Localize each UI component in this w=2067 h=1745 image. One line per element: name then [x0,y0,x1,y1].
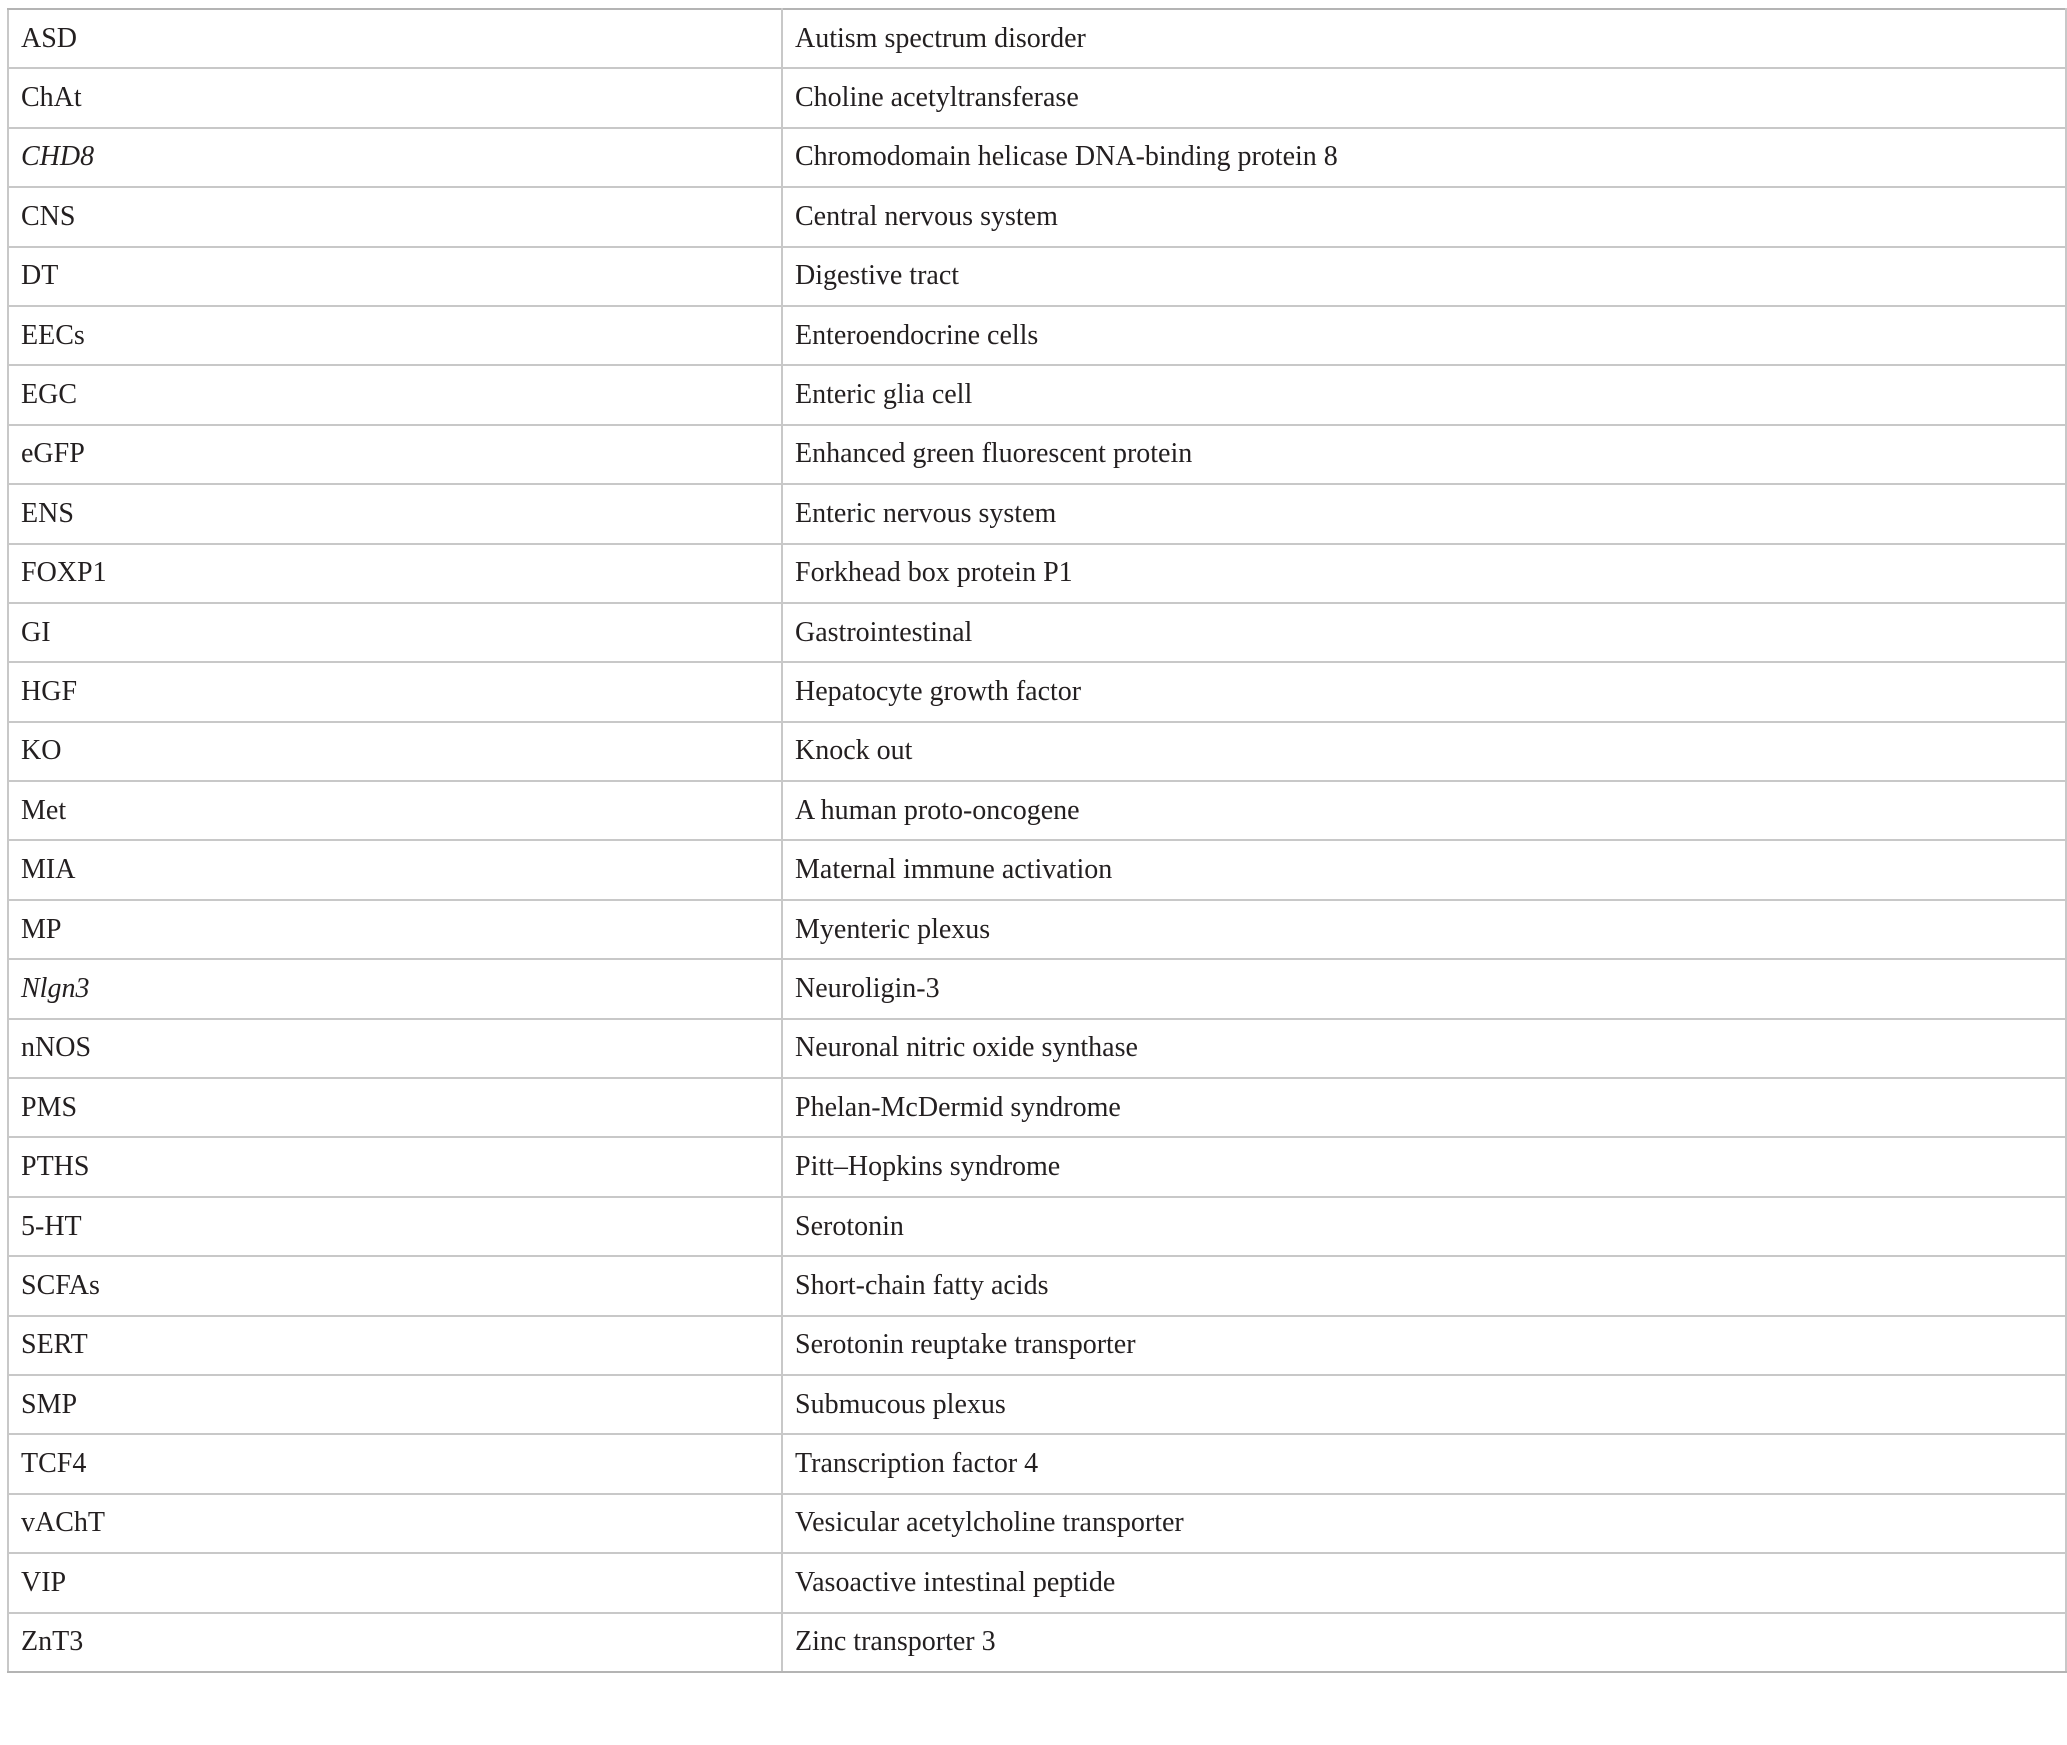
abbreviation-cell: FOXP1 [8,544,782,603]
table-row [8,1434,2066,1493]
table-row [8,603,2066,662]
table-row [8,1197,2066,1256]
abbreviation-cell: SERT [8,1316,782,1375]
definition-cell: Knock out [782,722,2066,781]
abbreviation-cell: SCFAs [8,1256,782,1315]
definition-cell: Autism spectrum disorder [782,9,2066,68]
abbreviation-cell: 5-HT [8,1197,782,1256]
table-row [8,365,2066,424]
table-row [8,900,2066,959]
definition-cell: Submucous plexus [782,1375,2066,1434]
table-row [8,1494,2066,1553]
abbreviations-table [7,8,2067,1673]
table-row [8,1613,2066,1672]
definition-cell: Forkhead box protein P1 [782,544,2066,603]
table-row [8,187,2066,246]
table-row [8,1375,2066,1434]
table-row [8,484,2066,543]
table-row [8,840,2066,899]
definition-cell: Neuroligin-3 [782,959,2066,1018]
table-row [8,722,2066,781]
table-row [8,425,2066,484]
table-row [8,128,2066,187]
table-row [8,247,2066,306]
table-row [8,662,2066,721]
definition-cell: Choline acetyltransferase [782,68,2066,127]
abbreviation-cell: EGC [8,365,782,424]
table-row [8,544,2066,603]
definition-cell: Serotonin reuptake transporter [782,1316,2066,1375]
table-row [8,68,2066,127]
abbreviation-cell: ASD [8,9,782,68]
abbreviation-cell: CHD8 [8,128,782,187]
definition-cell: Myenteric plexus [782,900,2066,959]
abbreviation-cell: ChAt [8,68,782,127]
definition-cell: Serotonin [782,1197,2066,1256]
table-row [8,1019,2066,1078]
abbreviation-cell: vAChT [8,1494,782,1553]
definition-cell: Vesicular acetylcholine transporter [782,1494,2066,1553]
abbreviation-cell: CNS [8,187,782,246]
abbreviation-cell: EECs [8,306,782,365]
table-row [8,1137,2066,1196]
definition-cell: Enteroendocrine cells [782,306,2066,365]
definition-cell: Gastrointestinal [782,603,2066,662]
abbreviation-cell: TCF4 [8,1434,782,1493]
definition-cell: Maternal immune activation [782,840,2066,899]
definition-cell: Digestive tract [782,247,2066,306]
abbreviation-cell: MIA [8,840,782,899]
table-row [8,9,2066,68]
definition-cell: Chromodomain helicase DNA-binding protein 8 [782,128,2066,187]
abbreviation-cell: PMS [8,1078,782,1137]
definition-cell: Phelan-McDermid syndrome [782,1078,2066,1137]
abbreviation-cell: DT [8,247,782,306]
definition-cell: Short-chain fatty acids [782,1256,2066,1315]
definition-cell: A human proto-oncogene [782,781,2066,840]
abbreviation-cell: MP [8,900,782,959]
abbreviations-table-body [8,9,2066,1672]
table-row [8,1553,2066,1612]
table-row [8,1256,2066,1315]
definition-cell: Vasoactive intestinal peptide [782,1553,2066,1612]
abbreviation-cell: GI [8,603,782,662]
definition-cell: Enhanced green fluorescent protein [782,425,2066,484]
abbreviation-cell: PTHS [8,1137,782,1196]
table-row [8,306,2066,365]
abbreviation-cell: SMP [8,1375,782,1434]
definition-cell: Enteric glia cell [782,365,2066,424]
abbreviation-cell: KO [8,722,782,781]
definition-cell: Pitt–Hopkins syndrome [782,1137,2066,1196]
abbreviation-cell: eGFP [8,425,782,484]
definition-cell: Central nervous system [782,187,2066,246]
abbreviation-cell: Nlgn3 [8,959,782,1018]
definition-cell: Enteric nervous system [782,484,2066,543]
definition-cell: Hepatocyte growth factor [782,662,2066,721]
table-row [8,1316,2066,1375]
abbreviation-cell: ZnT3 [8,1613,782,1672]
definition-cell: Neuronal nitric oxide synthase [782,1019,2066,1078]
table-row [8,1078,2066,1137]
abbreviation-cell: Met [8,781,782,840]
abbreviation-cell: nNOS [8,1019,782,1078]
abbreviation-cell: ENS [8,484,782,543]
table-row [8,959,2066,1018]
table-row [8,781,2066,840]
definition-cell: Zinc transporter 3 [782,1613,2066,1672]
definition-cell: Transcription factor 4 [782,1434,2066,1493]
abbreviation-cell: HGF [8,662,782,721]
abbreviation-cell: VIP [8,1553,782,1612]
